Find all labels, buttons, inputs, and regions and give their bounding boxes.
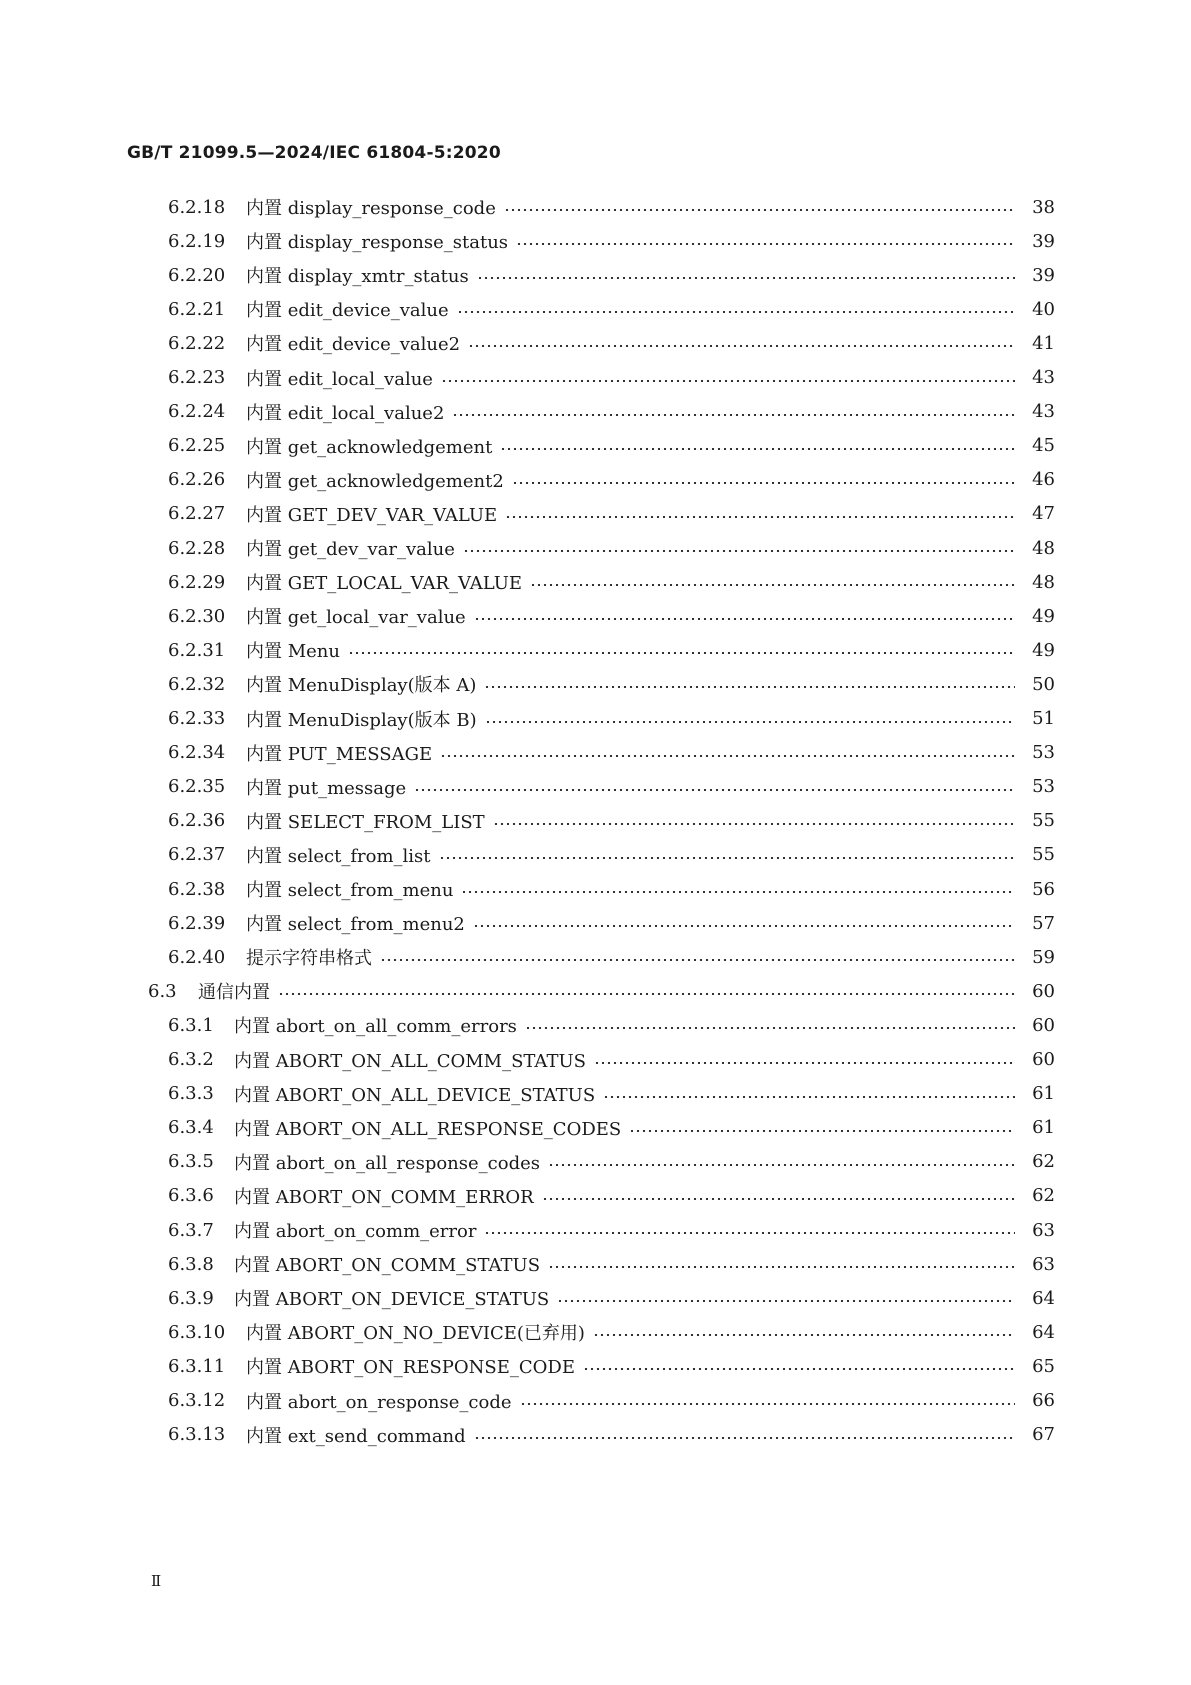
toc-entry-title: 内置 abort_on_response_code [246, 1391, 512, 1413]
toc-entry-page: 38 [1032, 196, 1055, 218]
toc-entry-page: 61 [1032, 1083, 1055, 1105]
toc-entry-title: 内置 ABORT_ON_COMM_ERROR [234, 1186, 534, 1208]
toc-entry-number: 6.2.24 [168, 401, 226, 423]
toc-entry-title: 内置 Menu [246, 641, 340, 663]
toc-entry-page: 47 [1032, 503, 1055, 525]
toc-entry-title: 内置 select_from_menu [246, 880, 454, 901]
toc-entry-number: 6.2.28 [168, 537, 226, 559]
toc-entry-page: 50 [1032, 673, 1055, 695]
toc-entry[interactable] [168, 840, 1055, 870]
toc-entry[interactable] [168, 397, 1055, 427]
toc-entry[interactable] [168, 1420, 1055, 1450]
dot-leader [484, 1232, 1015, 1234]
toc-entry-title: 内置 abort_on_all_response_codes [234, 1152, 540, 1174]
toc-entry-title: 内置 ABORT_ON_RESPONSE_CODE [246, 1357, 576, 1379]
dot-leader [463, 550, 1015, 552]
toc-entry-number: 6.3.7 [168, 1219, 214, 1241]
toc-entry-page: 49 [1032, 639, 1055, 661]
toc-entry-page: 51 [1032, 708, 1055, 729]
dot-leader [440, 755, 1015, 757]
dot-leader [520, 1403, 1015, 1405]
toc-entry-page: 43 [1032, 367, 1055, 388]
toc-entry-page: 62 [1032, 1151, 1055, 1173]
toc-entry-page: 55 [1032, 844, 1055, 866]
toc-entry[interactable] [168, 704, 1055, 734]
toc-entry-number: 6.2.27 [168, 503, 226, 525]
toc-entry-number: 6.2.29 [168, 571, 226, 593]
document-header: GB/T 21099.5—2024/IEC 61804-5:2020 [127, 143, 501, 163]
toc-entry-page: 64 [1032, 1321, 1055, 1343]
toc-entry-number: 6.3.12 [168, 1390, 226, 1411]
dot-leader [594, 1062, 1015, 1064]
toc-entry[interactable] [168, 1181, 1055, 1211]
toc-entry-page: 55 [1032, 810, 1055, 832]
dot-leader [516, 243, 1015, 245]
toc-entry-title: 提示字符串格式 [246, 948, 372, 970]
toc-entry-title: 内置 GET_LOCAL_VAR_VALUE [246, 573, 523, 595]
toc-entry-title: 内置 GET_DEV_VAR_VALUE [246, 504, 498, 526]
dot-leader [583, 1368, 1015, 1370]
toc-entry-number: 6.2.21 [168, 298, 226, 320]
dot-leader [493, 823, 1015, 825]
toc-entry-title: 内置 edit_local_value [246, 368, 433, 390]
toc-entry[interactable] [168, 499, 1055, 529]
toc-entry[interactable] [168, 465, 1055, 495]
toc-entry-title: 内置 get_acknowledgement [246, 436, 493, 458]
toc-entry-title: 内置 abort_on_comm_error [234, 1221, 477, 1242]
toc-entry-page: 66 [1032, 1390, 1055, 1411]
dot-leader [548, 1266, 1015, 1268]
dot-leader [474, 618, 1015, 620]
toc-entry-page: 39 [1032, 230, 1055, 252]
dot-leader [278, 993, 1015, 995]
toc-entry-number: 6.2.30 [168, 605, 226, 627]
toc-entry-number: 6.2.40 [168, 946, 226, 968]
toc-entry-number: 6.2.20 [168, 264, 226, 286]
toc-entry-number: 6.2.22 [168, 332, 226, 354]
toc-entry-page: 48 [1032, 537, 1055, 559]
toc-entry-number: 6.2.36 [168, 810, 226, 832]
toc-entry[interactable] [168, 1147, 1055, 1177]
dot-leader [348, 652, 1015, 654]
toc-entry-page: 60 [1032, 1049, 1055, 1070]
toc-entry-title: 内置 MenuDisplay(版本 B) [246, 709, 477, 731]
dot-leader [484, 686, 1015, 688]
toc-entry-page: 60 [1032, 1014, 1055, 1036]
toc-entry[interactable] [168, 431, 1055, 461]
toc-entry-page: 63 [1032, 1253, 1055, 1275]
toc-entry-page: 60 [1032, 980, 1055, 1002]
toc-entry-page: 64 [1032, 1287, 1055, 1309]
toc-entry-number: 6.2.32 [168, 673, 226, 695]
dot-leader [593, 1334, 1015, 1336]
toc-entry-page: 40 [1032, 298, 1055, 320]
toc-entry[interactable] [168, 260, 1055, 290]
toc-entry[interactable] [168, 806, 1055, 836]
toc-entry-page: 45 [1032, 435, 1055, 457]
toc-entry-title: 内置 display_response_status [246, 232, 509, 254]
toc-entry[interactable] [168, 908, 1055, 938]
toc-entry-page: 57 [1032, 912, 1055, 934]
dot-leader [457, 311, 1015, 313]
toc-entry-page: 53 [1032, 776, 1055, 798]
toc-entry-title: 内置 select_from_menu2 [246, 914, 465, 936]
toc-entry-number: 6.3.1 [168, 1014, 214, 1036]
toc-entry-number: 6.3.4 [168, 1117, 214, 1139]
dot-leader [414, 789, 1015, 791]
toc-entry-number: 6.2.19 [168, 230, 226, 252]
toc-entry-page: 59 [1032, 946, 1055, 968]
dot-leader [548, 1164, 1015, 1166]
toc-entry-page: 65 [1032, 1355, 1055, 1377]
dot-leader [461, 891, 1015, 893]
dot-leader [525, 1027, 1015, 1029]
toc-entry-number: 6.3 [148, 980, 177, 1002]
toc-entry-title: 内置 display_response_code [246, 198, 496, 219]
toc-entry[interactable] [168, 1010, 1055, 1040]
toc-entry-title: 内置 edit_device_value [246, 300, 449, 322]
toc-entry[interactable] [168, 1386, 1055, 1416]
toc-entry-page: 41 [1032, 332, 1055, 354]
toc-entry-title: 内置 ABORT_ON_ALL_DEVICE_STATUS [234, 1084, 596, 1106]
toc-entry-page: 62 [1032, 1185, 1055, 1207]
dot-leader [542, 1198, 1015, 1200]
toc-entry-number: 6.3.6 [168, 1185, 214, 1207]
toc-entry-number: 6.2.31 [168, 639, 226, 661]
toc-entry-page: 53 [1032, 742, 1055, 764]
toc-entry-number: 6.2.26 [168, 469, 226, 491]
toc-entry[interactable] [168, 942, 1055, 972]
toc-entry[interactable] [168, 363, 1055, 393]
toc-entry-title: 内置 display_xmtr_status [246, 266, 469, 288]
dot-leader [452, 414, 1015, 416]
toc-entry[interactable] [168, 1079, 1055, 1109]
toc-entry-number: 6.3.9 [168, 1287, 214, 1309]
toc-entry-number: 6.2.33 [168, 708, 226, 729]
toc-entry[interactable] [168, 1045, 1055, 1075]
toc-entry-title: 内置 get_local_var_value [246, 607, 466, 629]
toc-entry[interactable] [168, 1317, 1055, 1347]
toc-entry[interactable] [168, 874, 1055, 904]
toc-entry[interactable] [168, 1283, 1055, 1313]
toc-entry-title: 内置 get_dev_var_value [246, 539, 455, 560]
page-number-roman: Ⅱ [151, 1572, 162, 1590]
dot-leader [629, 1130, 1015, 1132]
toc-entry-number: 6.2.37 [168, 844, 226, 866]
toc-entry-number: 6.2.18 [168, 196, 226, 218]
toc-entry-number: 6.3.5 [168, 1151, 214, 1173]
toc-entry[interactable] [168, 294, 1055, 324]
toc-entry-page: 46 [1032, 469, 1055, 491]
toc-entry[interactable] [168, 192, 1055, 222]
toc-entry-title: 内置 put_message [246, 777, 407, 799]
toc-entry-number: 6.3.2 [168, 1049, 214, 1070]
toc-entry-title: 内置 ABORT_ON_ALL_RESPONSE_CODES [234, 1118, 622, 1140]
toc-entry-page: 67 [1032, 1424, 1055, 1446]
dot-leader [380, 959, 1015, 961]
toc-entry-number: 6.2.35 [168, 776, 226, 798]
toc-entry-number: 6.3.8 [168, 1253, 214, 1275]
toc-entry[interactable] [168, 601, 1055, 631]
toc-entry-title: 内置 ABORT_ON_ALL_COMM_STATUS [234, 1050, 586, 1072]
dot-leader [474, 1437, 1015, 1439]
toc-entry[interactable] [168, 1215, 1055, 1245]
toc-entry-number: 6.2.25 [168, 435, 226, 457]
dot-leader [441, 380, 1015, 382]
toc-entry[interactable] [168, 328, 1055, 358]
dot-leader [468, 345, 1015, 347]
toc-entry-number: 6.2.23 [168, 367, 226, 388]
toc-entry-title: 通信内置 [198, 982, 270, 1004]
toc-entry-number: 6.3.3 [168, 1083, 214, 1105]
dot-leader [473, 925, 1015, 927]
dot-leader [485, 721, 1015, 723]
toc-entry-page: 56 [1032, 878, 1055, 900]
toc-entry[interactable] [168, 533, 1055, 563]
toc-entry[interactable] [168, 669, 1055, 699]
toc-entry-title: 内置 select_from_list [246, 845, 431, 867]
toc-entry[interactable] [168, 635, 1055, 665]
toc-entry-title: 内置 PUT_MESSAGE [246, 743, 433, 765]
toc-entry-title: 内置 ABORT_ON_DEVICE_STATUS [234, 1289, 550, 1311]
toc-entry[interactable] [168, 1351, 1055, 1381]
toc-entry-page: 49 [1032, 605, 1055, 627]
toc-entry[interactable] [168, 772, 1055, 802]
toc-entry-title: 内置 abort_on_all_comm_errors [234, 1016, 517, 1038]
dot-leader [505, 516, 1015, 518]
dot-leader [500, 448, 1015, 450]
toc-entry-title: 内置 edit_local_value2 [246, 402, 445, 424]
dot-leader [504, 209, 1015, 211]
toc-entry-title: 内置 ABORT_ON_NO_DEVICE(已弃用) [246, 1323, 585, 1345]
toc-entry-number: 6.3.11 [168, 1355, 226, 1377]
dot-leader [477, 277, 1015, 279]
toc-entry-page: 48 [1032, 571, 1055, 593]
toc-entry-title: 内置 ext_send_command [246, 1425, 466, 1447]
toc-entry[interactable] [168, 738, 1055, 768]
toc-entry[interactable] [168, 1249, 1055, 1279]
toc-entry-title: 内置 ABORT_ON_COMM_STATUS [234, 1255, 541, 1277]
dot-leader [603, 1096, 1015, 1098]
toc-entry-page: 61 [1032, 1117, 1055, 1139]
toc-entry[interactable] [168, 1113, 1055, 1143]
toc-entry-page: 63 [1032, 1219, 1055, 1241]
dot-leader [530, 584, 1015, 586]
toc-entry-page: 43 [1032, 401, 1055, 423]
toc-entry-title: 内置 SELECT_FROM_LIST [246, 811, 485, 833]
toc-entry-number: 6.2.39 [168, 912, 226, 934]
dot-leader [557, 1300, 1015, 1302]
toc-entry-title: 内置 edit_device_value2 [246, 334, 461, 356]
dot-leader [512, 482, 1015, 484]
toc-entry-title: 内置 get_acknowledgement2 [246, 470, 504, 492]
toc-entry[interactable] [148, 976, 1055, 1006]
toc-entry[interactable] [168, 226, 1055, 256]
toc-entry[interactable] [168, 567, 1055, 597]
toc-entry-page: 39 [1032, 264, 1055, 286]
toc-entry-number: 6.3.13 [168, 1424, 226, 1446]
toc-entry-number: 6.3.10 [168, 1321, 226, 1343]
dot-leader [439, 857, 1016, 859]
toc-entry-number: 6.2.34 [168, 742, 226, 764]
toc-entry-title: 内置 MenuDisplay(版本 A) [246, 675, 477, 697]
toc-entry-number: 6.2.38 [168, 878, 226, 900]
